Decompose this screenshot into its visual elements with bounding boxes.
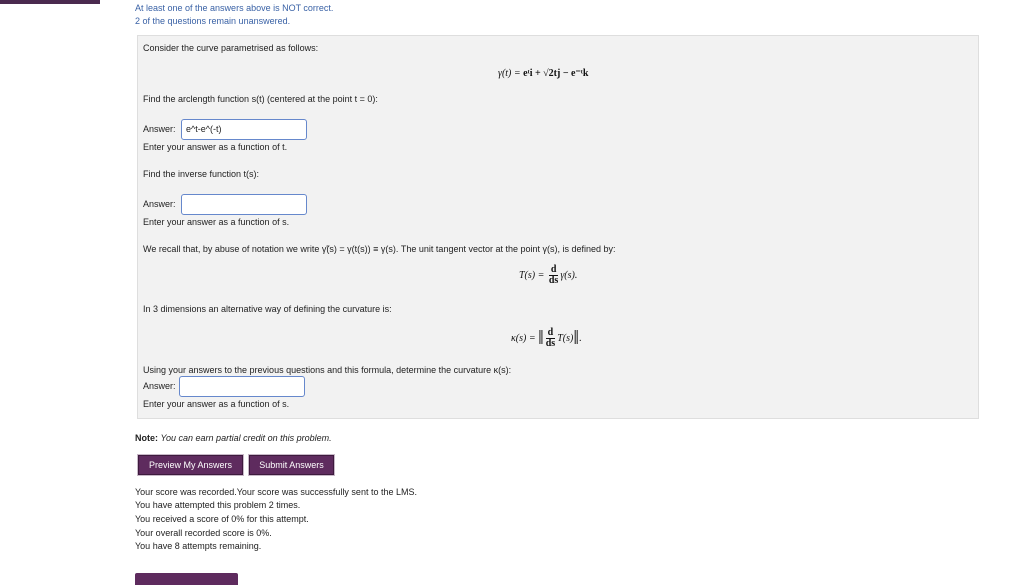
score-recorded-text: Your score was recorded.Your score was successfully sent to the LMS. bbox=[135, 487, 417, 497]
answer-input-inverse[interactable] bbox=[181, 194, 307, 215]
equation-T-lhs: T(s) = bbox=[519, 269, 547, 281]
attempts-remaining-text: You have 8 attempts remaining. bbox=[135, 541, 262, 551]
answer-label-2: Answer: bbox=[143, 199, 176, 209]
equation-gamma-lhs: γ(t) = bbox=[498, 68, 524, 79]
answer-label-1: Answer: bbox=[143, 124, 176, 134]
answer-label-3: Answer: bbox=[143, 381, 176, 391]
hint-function-of-t: Enter your answer as a function of t. bbox=[143, 142, 288, 152]
problem-panel bbox=[137, 35, 979, 419]
equation-gamma bbox=[498, 68, 588, 79]
answer-input-curvature[interactable] bbox=[179, 376, 305, 397]
recall-notation-text: We recall that, by abuse of notation we write γ̃(s) = γ(t(s)) ≡ γ(s). The unit tangent vector at the point γ(s), is defined by: bbox=[143, 244, 616, 254]
preview-answers-button[interactable]: Preview My Answers bbox=[138, 455, 243, 475]
answer-input-arclength[interactable]: e^t-e^(-t) bbox=[181, 119, 307, 140]
equation-kappa-lhs: κ(s) = bbox=[511, 332, 539, 344]
norm-left-bar: ‖ bbox=[538, 327, 544, 349]
equation-kappa-T: T(s) bbox=[557, 332, 574, 344]
equation-T-rhs: γ(s). bbox=[560, 269, 578, 281]
top-accent-bar bbox=[0, 0, 100, 4]
question-curvature: Using your answers to the previous questions and this formula, determine the curvature κ(s): bbox=[143, 365, 512, 375]
equation-unit-tangent bbox=[519, 265, 577, 286]
hint-function-of-s-2: Enter your answer as a function of s. bbox=[143, 399, 290, 409]
overall-score-text: Your overall recorded score is 0%. bbox=[135, 528, 272, 538]
equation-curvature bbox=[511, 327, 581, 350]
submit-answers-button[interactable]: Submit Answers bbox=[249, 455, 334, 475]
note-text: You can earn partial credit on this problem. bbox=[160, 433, 332, 443]
question-arclength: Find the arclength function s(t) (centered at the point t = 0): bbox=[143, 94, 378, 104]
equation-kappa-derivative bbox=[544, 328, 557, 349]
equation-gamma-rhs: eᵗi + √2tj − e⁻ᵗk bbox=[523, 68, 589, 79]
note-label: Note: bbox=[135, 433, 158, 443]
partial-bottom-button[interactable] bbox=[135, 573, 238, 585]
equation-T-denominator: ds bbox=[548, 275, 559, 286]
equation-T-numerator: d bbox=[550, 264, 557, 275]
hint-function-of-s-1: Enter your answer as a function of s. bbox=[143, 217, 290, 227]
norm-right-bar: ‖ bbox=[573, 327, 579, 349]
attempt-score-text: You received a score of 0% for this attempt. bbox=[135, 514, 309, 524]
equation-kappa-period: . bbox=[578, 332, 582, 344]
status-incorrect-message: At least one of the answers above is NOT correct. bbox=[135, 3, 334, 13]
note bbox=[135, 433, 332, 443]
question-inverse-function: Find the inverse function t(s): bbox=[143, 169, 260, 179]
status-unanswered-message: 2 of the questions remain unanswered. bbox=[135, 16, 291, 26]
equation-kappa-denominator: ds bbox=[545, 338, 556, 349]
attempts-made-text: You have attempted this problem 2 times. bbox=[135, 500, 301, 510]
equation-kappa-numerator: d bbox=[547, 327, 554, 338]
problem-intro: Consider the curve parametrised as follows: bbox=[143, 43, 319, 53]
equation-T-derivative bbox=[547, 265, 560, 286]
curvature-definition-text: In 3 dimensions an alternative way of defining the curvature is: bbox=[143, 304, 392, 314]
